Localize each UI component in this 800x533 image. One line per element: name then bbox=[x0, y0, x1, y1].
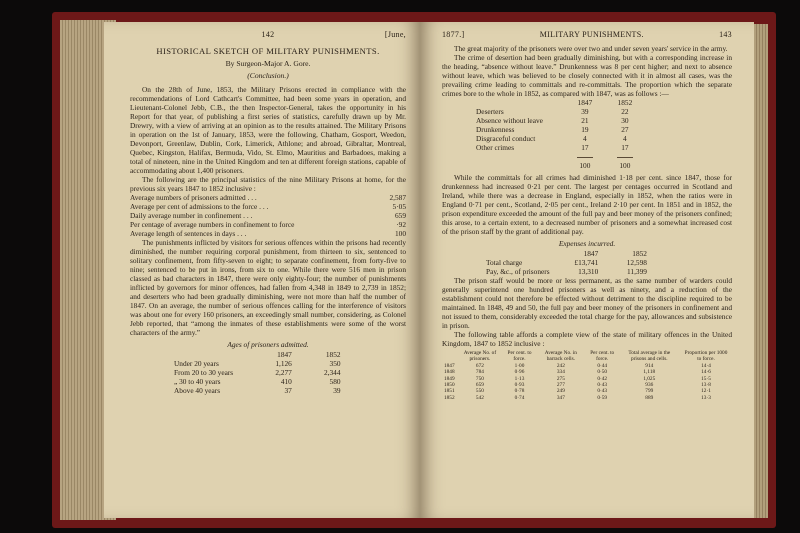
article-title: HISTORICAL SKETCH OF MILITARY PUNISHMENTS. bbox=[156, 46, 380, 56]
table-row: 1847 672 1·00 242 0·44 914 14·4 bbox=[444, 362, 711, 369]
paragraph: On the 28th of June, 1853, the Military Prisons erected in compliance with the recommendations of Lord Cathcart's Committee, had been some years in operation, and Lieutenant-Colonel Jebb, C.B., the then Inspector-General, takes the opportunity in his Report for that year, of publishing a first series of statistics, carefully drawn up by Mr. Drewry, with a view of arriving at an opinion as to the results attained. The Military Prisons in operation on the 1st of January, 1853, were the following, Chatham, Gosport, Weedon, Devonport, Greenlaw, Dublin, Cork, Limerick, Athlone; and abroad, Gibraltar, Montreal, Quebec, Kingston, Halifax, Bermuda, Vido, St. Elmo, Mauritius and Barbadoes, making a total of nineteen, nine in the United Kingdom and ten at different foreign stations, capable of accommodating about 1,400 prisoners. bbox=[130, 85, 406, 175]
stat-row: Daily average number in confinement . . . 659 bbox=[130, 211, 406, 220]
table-row: „ 30 to 40 years 410 580 bbox=[174, 377, 341, 386]
table-rule-row bbox=[472, 152, 637, 161]
right-running-header bbox=[442, 30, 732, 40]
table-row: Absence without leave 21 30 bbox=[476, 116, 629, 125]
expenses-table bbox=[482, 249, 651, 276]
stat-row: Average per cent of admissions to the force . . . 5·05 bbox=[130, 202, 406, 211]
table-row: Total charge £13,741 12,598 bbox=[486, 258, 647, 267]
sum-rule bbox=[577, 157, 593, 158]
table-total-row: 100 100 bbox=[579, 161, 631, 170]
crimes-table bbox=[472, 98, 637, 170]
table-row: From 20 to 30 years 2,277 2,344 bbox=[174, 368, 341, 377]
paragraph: While the committals for all crimes had diminished 1·18 per cent. since 1847, those for drunkenness had increased 0·21 per cent. The largest per centages occurred in Scotland and Ireland, while there was a decrease in England, especially in 1852, when the ratios were in England 0·71 per cent., Scotland, 2·05 per cent., Ireland 2·10 per cent. In 1851 and in 1852, the prison expenditure exceeded the amount of the full pay and beer money of the prisoners confined; this arose, to a certain extent, to a decreased number of prisoners and a somewhat increased cost of the prison staff by the grant of additional pay. bbox=[442, 173, 732, 236]
table-header-row: 1847 1852 bbox=[277, 350, 341, 359]
stat-row: Per centage of average numbers in confinement to force ·92 bbox=[130, 220, 406, 229]
table-row: 1849 750 1·13 275 0·42 1,025 15·5 bbox=[444, 375, 711, 382]
left-header-right: [June, bbox=[384, 30, 406, 39]
table-row: Above 40 years 37 39 bbox=[174, 386, 341, 395]
stat-row: Average length of sentences in days . . . 100 bbox=[130, 229, 406, 238]
stat-row: Average numbers of prisoners admitted . . . 2,587 bbox=[130, 193, 406, 202]
table-row: 1852 542 0·74 347 0·59 889 13·3 bbox=[444, 394, 711, 401]
paragraph: The punishments inflicted by visitors for serious offences within the prisons had recently diminished, the number requiring corporal punishment, from thirteen to six, sentenced to solitary confinement, from fifty-seven to eight; to separate confinement, from forty-five to nine; sentenced to be put in irons, from six to one. While there were 516 men in prison classed as bad characters in 1847, there were only eighty-four; the number of punishments inflicted by governors for minor offences, had fallen from 4,348 in 1849 to 2,739 in 1852; and deserters who had been gradually diminishing, were not more than half the number of 1847. On an average, the number of serious offences calling for the interference of visitors was about one for every 160 prisoners, an exceedingly small number, considering, as Colonel Jebb reported, that “among the inmates of these establishments were some of the worst characters of the army.” bbox=[130, 238, 406, 337]
table-row: Other crimes 17 17 bbox=[476, 143, 629, 152]
table-row: Under 20 years 1,126 350 bbox=[174, 359, 341, 368]
ages-table bbox=[170, 350, 345, 395]
sum-rule bbox=[617, 157, 633, 158]
table-row: 1848 784 0·96 334 0·50 1,118 14·6 bbox=[444, 369, 711, 376]
article-author: By Surgeon-Major A. Gore. bbox=[225, 59, 311, 68]
offences-table bbox=[442, 350, 732, 401]
table-row: 1851 550 0·78 249 0·43 799 12·1 bbox=[444, 388, 711, 395]
table-row: Pay, &c., of prisoners 13,310 11,399 bbox=[486, 267, 647, 276]
right-header-left: 1877.] bbox=[442, 30, 465, 39]
paragraph: The following table affords a complete view of the state of military offences in the United Kingdom, 1847 to 1852 inclusive : bbox=[442, 330, 732, 348]
table-header-row: Average No. of prisoners. Per cent. to force. Average No. in barrack cells. Per cent. to force. Total average in the prisons and cells. Proportion per 1000 to force. bbox=[463, 350, 728, 363]
left-page bbox=[104, 22, 420, 518]
left-page-number: 142 bbox=[261, 30, 275, 39]
table-row: Drunkenness 19 27 bbox=[476, 125, 629, 134]
table-header-row: 1847 1852 bbox=[577, 98, 633, 107]
table-row: Disgraceful conduct 4 4 bbox=[476, 134, 627, 143]
paragraph: The crime of desertion had been gradually diminishing, but with a corresponding increase in the heading, “absence without leave.” Drunkenness was 8 per cent higher; and next to absence without leave, which was believed to be closely connected with it in almost all cases, was the prevailing crime leading to committals and re-committals. The proportion which the separate crimes bore to the whole in 1852, as compared with 1847, was as follows :— bbox=[442, 53, 732, 98]
right-page bbox=[420, 22, 754, 518]
right-header-title: MILITARY PUNISHMENTS. bbox=[539, 30, 644, 39]
paragraph: The prison staff would be more or less permanent, as the same number of warders could generally superintend one hundred prisoners as well as ninety, and a reduction of the establishment could not therefore be effected without detriment to the discipline required to be maintained. In 1848, 49 and 50, the full pay and beer money of the prisoners in confinement and not issued to them, considerably exceeded the total charge for the pay, allowances and subsistence in prison. bbox=[442, 276, 732, 330]
paragraph: The great majority of the prisoners were over two and under seven years' service in the army. bbox=[454, 44, 728, 53]
conclusion-label: (Conclusion.) bbox=[247, 71, 289, 80]
table-header-row: 1847 1852 bbox=[583, 249, 647, 258]
right-page-number: 143 bbox=[719, 30, 732, 39]
table-row: Deserters 39 22 bbox=[476, 107, 629, 116]
paragraph: The following are the principal statistics of the nine Military Prisons at home, for the previous six years 1847 to 1852 inclusive : bbox=[130, 175, 406, 193]
left-running-header bbox=[130, 30, 406, 40]
table-row: 1850 659 0·93 277 0·43 936 13·8 bbox=[444, 382, 711, 389]
expenses-caption: Expenses incurred. bbox=[558, 239, 616, 248]
statistics-list bbox=[130, 193, 406, 238]
ages-caption: Ages of prisoners admitted. bbox=[227, 340, 309, 349]
